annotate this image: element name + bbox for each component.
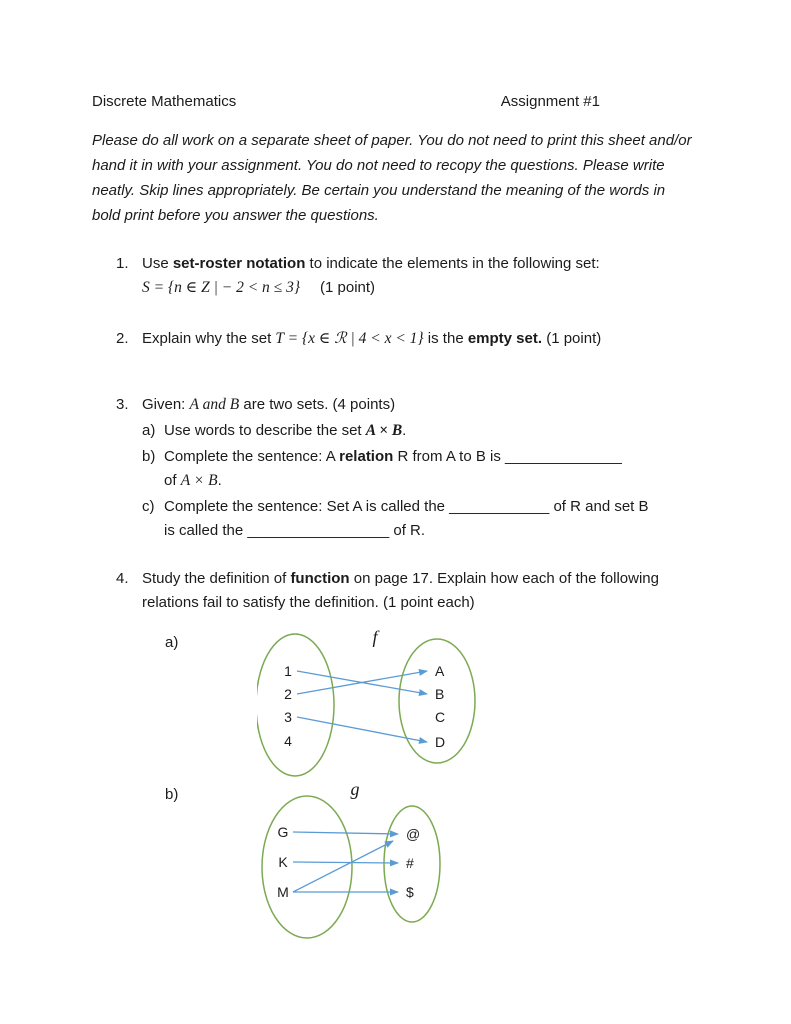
points-label: (1 point) <box>542 330 602 347</box>
text-run: on page 17. Explain how each of the following relations fail to satisfy the definition. (1 point each) <box>142 570 659 611</box>
question-2 <box>92 327 699 351</box>
set-element-label: 3 <box>284 709 292 725</box>
function-name-label: f <box>372 629 378 647</box>
set-element-label: $ <box>406 884 414 900</box>
text-run: Given: <box>142 396 190 413</box>
set-element-label: 4 <box>284 733 292 749</box>
question-3b <box>142 445 699 493</box>
text-run: Study the definition of <box>142 570 291 587</box>
question-3c <box>142 495 699 543</box>
course-title: Discrete Mathematics <box>92 93 237 110</box>
text-run: are two sets. (4 points) <box>239 396 396 413</box>
question-3c-line2: is called the _________________ of R. <box>164 522 426 539</box>
set-element-label: A <box>435 663 445 679</box>
set-element-label: M <box>277 884 289 900</box>
text-run: Complete the sentence: A <box>164 448 340 465</box>
math-expression: A and B <box>189 396 240 413</box>
question-2-text <box>142 327 699 351</box>
question-4-body <box>142 567 699 947</box>
math-expression: S = {n ∈ Z | − 2 < n ≤ 3} <box>142 279 301 296</box>
question-3b-line1 <box>164 445 699 469</box>
points-label: (1 point) <box>320 279 376 296</box>
set-element-label: 1 <box>284 663 292 679</box>
text-run: Explain why the set <box>142 330 276 347</box>
question-3-number: 3. <box>116 396 129 413</box>
diagram-a-row <box>165 629 699 781</box>
question-3c-line1: Complete the sentence: Set A is called the ____________ of R and set B <box>164 498 649 515</box>
left-set-ellipse <box>257 634 334 776</box>
question-3c-text <box>164 495 699 543</box>
question-3a-label: a) <box>142 422 156 439</box>
relation-arrow <box>293 862 398 863</box>
relation-diagram-g <box>257 781 577 947</box>
text-run: to indicate the elements in the following set: <box>305 255 600 272</box>
set-element-label: @ <box>406 826 421 842</box>
text-run: . <box>402 422 407 439</box>
relation-arrow <box>293 832 398 834</box>
question-2-body <box>142 327 699 351</box>
left-set-ellipse <box>262 796 352 938</box>
diagram-b-row <box>165 781 699 947</box>
set-element-label: B <box>435 686 445 702</box>
text-run: of <box>164 472 181 489</box>
question-1-set-expression <box>142 276 699 300</box>
question-1-number: 1. <box>116 255 129 272</box>
instructions-paragraph: Please do all work on a separate sheet of paper. You do not need to print this sheet and/or hand it in with your assignment. You do not need to recopy the questions. Please write neatly. Skip lines appropriately. Be certain you understand the meaning of the words in bold print before you answer the questions. <box>92 132 692 224</box>
diagram-a-label: a) <box>165 634 179 651</box>
bold-term: set-roster notation <box>172 255 306 272</box>
bold-term: relation <box>339 448 394 465</box>
question-3-body <box>142 393 699 543</box>
set-element-label: # <box>406 855 414 871</box>
set-element-label: D <box>435 734 446 750</box>
question-1 <box>92 252 699 300</box>
question-1-text <box>142 252 699 276</box>
function-name-label: g <box>350 781 360 799</box>
text-run: R from A to B is ______________ <box>393 448 622 465</box>
text-run: Use <box>142 255 173 272</box>
question-1-body <box>142 252 699 300</box>
assignment-number: Assignment #1 <box>500 93 600 110</box>
question-3a-text <box>164 419 699 443</box>
question-4-text <box>142 567 699 615</box>
bold-term: function <box>290 570 350 587</box>
set-element-label: C <box>435 709 446 725</box>
question-3b-line2 <box>164 469 699 493</box>
question-3a <box>142 419 699 443</box>
question-3 <box>92 393 699 543</box>
math-expression: T = {x ∈ ℛ | 4 < x < 1} <box>275 330 424 347</box>
set-element-label: G <box>277 824 289 840</box>
text-run: is the <box>423 330 468 347</box>
bold-term: empty set. <box>467 330 543 347</box>
question-4-number: 4. <box>116 570 129 587</box>
math-expression: A × B <box>365 422 403 439</box>
diagram-b-label: b) <box>165 786 179 803</box>
question-3b-text <box>164 445 699 493</box>
relation-arrow <box>293 841 393 892</box>
text-run: . <box>217 472 222 489</box>
question-3b-label: b) <box>142 448 156 465</box>
set-element-label: K <box>278 854 288 870</box>
document-header <box>92 90 699 114</box>
question-3c-label: c) <box>142 498 155 515</box>
question-3-text <box>142 393 699 417</box>
relation-diagram-f <box>257 629 577 781</box>
question-2-number: 2. <box>116 330 129 347</box>
relation-arrow <box>297 717 427 742</box>
question-4 <box>92 567 699 947</box>
set-element-label: 2 <box>284 686 292 702</box>
text-run: Use words to describe the set <box>164 422 366 439</box>
math-expression: A × B <box>180 472 218 489</box>
